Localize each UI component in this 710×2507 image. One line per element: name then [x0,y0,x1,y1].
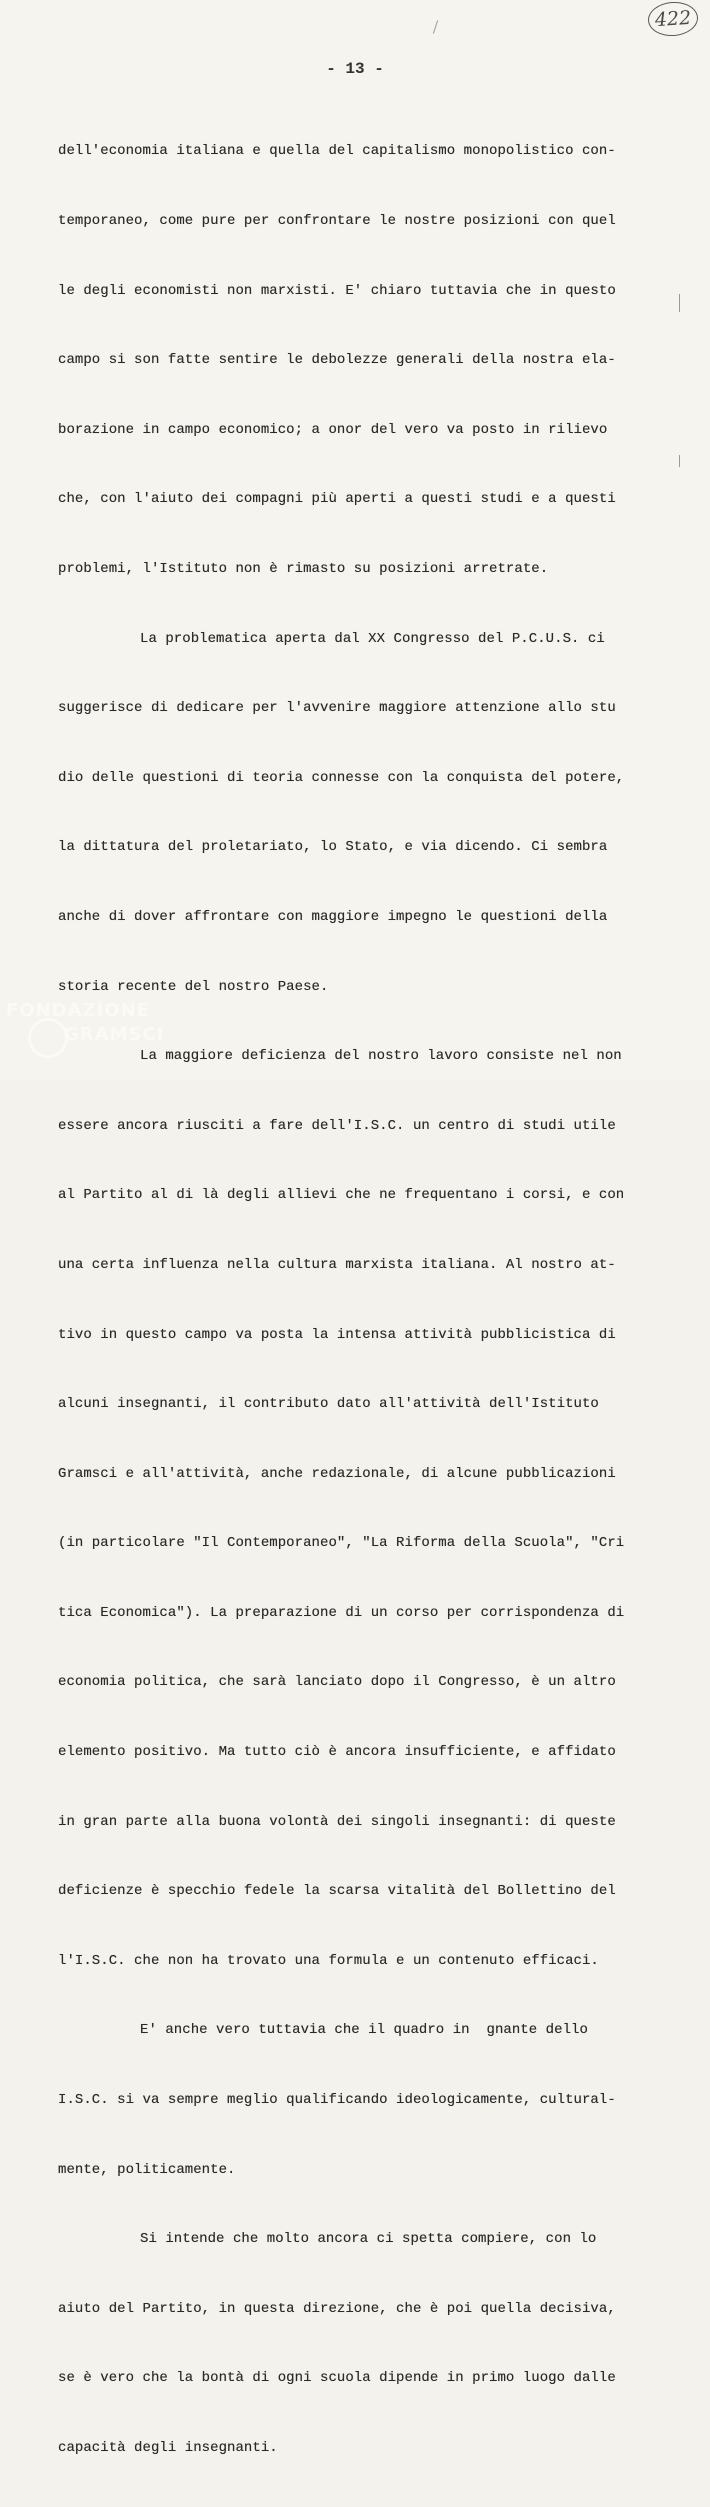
text-line: suggerisce di dedicare per l'avvenire maggiore attenzione allo stu [58,700,616,717]
text-line: Gramsci e all'attività, anche redazionale, di alcune pubblicazioni [58,1465,616,1482]
watermark-line-2: GRAMSCI [64,1024,165,1045]
text-line: capacità degli insegnanti. [58,2440,278,2456]
archive-number-stamp: 422 [647,0,699,37]
text-line: alcuni insegnanti, il contributo dato all'attività dell'Istituto [58,1396,599,1413]
paragraph-start-line: Si intende che molto ancora ci spetta compiere, con lo [140,2231,597,2248]
text-line: che, con l'aiuto dei compagni più aperti a questi studi e a questi [58,491,616,508]
text-line: in gran parte alla buona volontà dei singoli insegnanti: di queste [58,1813,616,1830]
margin-mark [679,455,680,467]
text-line: elemento positivo. Ma tutto ciò è ancora insufficiente, e affidato [58,1744,616,1761]
text-line: campo si son fatte sentire le debolezze generali della nostra ela- [58,352,616,369]
text-line: tica Economica"). La preparazione di un corso per corrispondenza di [58,1604,625,1621]
text-line: problemi, l'Istituto non è rimasto su posizioni arretrate. [58,560,549,577]
paragraph-start-line: La problematica aperta dal XX Congresso del P.C.U.S. ci [140,630,605,647]
paragraph-start-line: E' anche vero tuttavia che il quadro in gnante dello [140,2022,588,2039]
pencil-mark [433,20,438,34]
text-line: l'I.S.C. che non ha trovato una formula e un contenuto efficaci. [58,1952,599,1969]
paragraph-start-line: La maggiore deficienza del nostro lavoro consiste nel non [140,1048,622,1065]
text-line: le degli economisti non marxisti. E' chiaro tuttavia che in questo [58,282,616,299]
margin-mark [679,294,680,312]
text-line: storia recente del nostro Paese. [58,978,329,995]
text-line: se è vero che la bontà di ogni scuola dipende in primo luogo dalle [58,2370,616,2387]
page-number: - 13 - [326,60,384,78]
text-line: dell'economia italiana e quella del capitalismo monopolistico con- [58,143,616,160]
text-line: la dittatura del proletariato, lo Stato, e via dicendo. Ci sembra [58,839,608,856]
text-line: temporaneo, come pure per confrontare le nostre posizioni con quel [58,213,616,229]
text-line: al Partito al di là degli allievi che ne frequentano i corsi, e con [58,1187,625,1204]
text-line: I.S.C. si va sempre meglio qualificando ideologicamente, cultural- [58,2092,616,2109]
text-line: deficienze è specchio fedele la scarsa vitalità del Bollettino del [58,1883,616,1900]
archive-watermark [6,1000,176,1050]
text-line: essere ancora riusciti a fare dell'I.S.C. un centro di studi utile [58,1117,616,1134]
text-line: (in particolare "Il Contemporaneo", "La Riforma della Scuola", "Cri [58,1535,625,1552]
text-line: economia politica, che sarà lanciato dopo il Congresso, è un altro [58,1674,616,1691]
watermark-logo-icon [28,1018,68,1058]
body-text [58,94,648,2507]
text-line: mente, politicamente. [58,2161,236,2178]
text-line: aiuto del Partito, in questa direzione, che è poi quella decisiva, [58,2300,616,2317]
text-line: borazione in campo economico; a onor del vero va posto in rilievo [58,421,608,438]
watermark-line-1: FONDAZIONE [6,1000,150,1021]
text-line: dio delle questioni di teoria connesse con la conquista del potere, [58,769,625,786]
text-line: tivo in questo campo va posta la intensa attività pubblicistica di [58,1326,616,1343]
text-line: anche di dover affrontare con maggiore impegno le questioni della [58,908,608,925]
text-line: una certa influenza nella cultura marxista italiana. Al nostro at- [58,1256,616,1273]
